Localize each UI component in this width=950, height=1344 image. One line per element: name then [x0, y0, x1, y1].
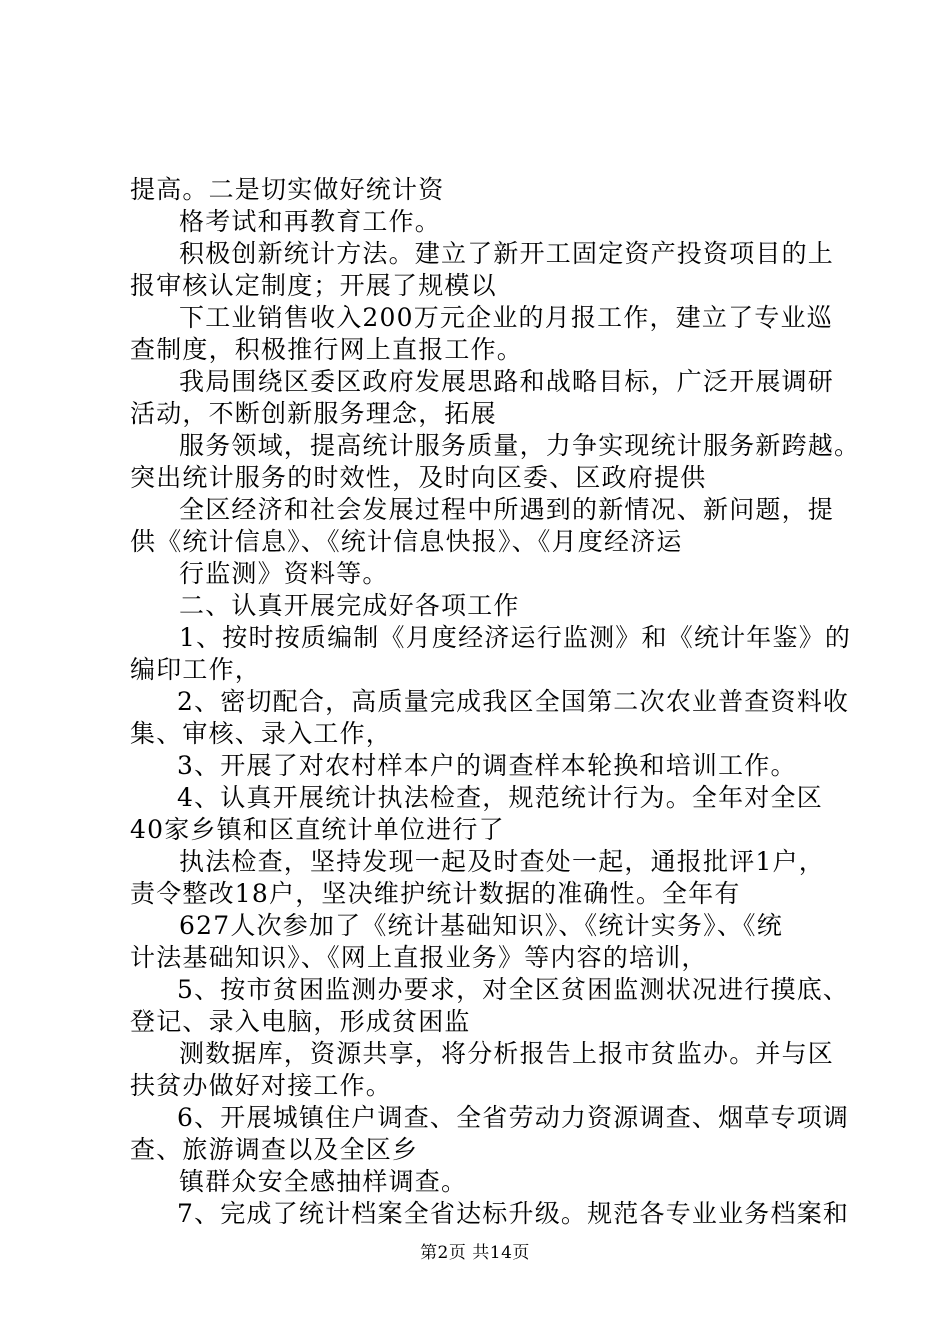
- text-line: 编印工作，: [130, 655, 262, 684]
- text-line: 测数据库，资源共享，将分析报告上报市贫监办。并与区: [179, 1039, 835, 1068]
- text-line: 报审核认定制度；开展了规模以: [130, 271, 497, 300]
- section-heading: 二、认真开展完成好各项工作: [179, 591, 520, 620]
- text-line: 责令整改18户，坚决维护统计数据的准确性。全年有: [130, 879, 741, 908]
- text-line: 供《统计信息》、《统计信息快报》、《月度经济运: [130, 527, 683, 556]
- text-line: 突出统计服务的时效性，及时向区委、区政府提供: [130, 463, 707, 492]
- text-line: 1、按时按质编制《月度经济运行监测》和《统计年鉴》的: [179, 623, 852, 652]
- text-line: 5、按市贫困监测办要求，对全区贫困监测状况进行摸底、: [177, 975, 850, 1004]
- text-line: 扶贫办做好对接工作。: [130, 1071, 393, 1100]
- text-line: 3、开展了对农村样本户的调查样本轮换和培训工作。: [177, 751, 797, 780]
- text-line: 2、密切配合，高质量完成我区全国第二次农业普查资料收: [177, 687, 850, 716]
- text-line: 全区经济和社会发展过程中所遇到的新情况、新问题，提: [179, 495, 835, 524]
- text-line: 4、认真开展统计执法检查，规范统计行为。全年对全区: [177, 783, 823, 812]
- text-line: 计法基础知识》、《网上直报业务》等内容的培训，: [130, 943, 708, 972]
- text-line: 下工业销售收入200万元企业的月报工作，建立了专业巡: [179, 303, 833, 332]
- text-line: 镇群众安全感抽样调查。: [179, 1167, 468, 1196]
- text-line: 7、完成了统计档案全省达标升级。规范各专业业务档案和: [177, 1199, 850, 1228]
- text-line: 6、开展城镇住户调查、全省劳动力资源调查、烟草专项调: [177, 1103, 850, 1132]
- text-line: 40家乡镇和区直统计单位进行了: [130, 815, 505, 844]
- text-line: 执法检查，坚持发现一起及时查处一起，通报批评1户，: [179, 847, 825, 876]
- text-line: 查、旅游调查以及全区乡: [130, 1135, 419, 1164]
- text-line: 格考试和再教育工作。: [179, 207, 442, 236]
- text-line: 我局围绕区委区政府发展思路和战略目标，广泛开展调研: [179, 367, 835, 396]
- text-line: 查制度，积极推行网上直报工作。: [130, 335, 524, 364]
- text-line: 627人次参加了《统计基础知识》、《统计实务》、《统: [179, 911, 783, 940]
- text-line: 积极创新统计方法。建立了新开工固定资产投资项目的上: [179, 239, 835, 268]
- text-line: 活动，不断创新服务理念，拓展: [130, 399, 497, 428]
- text-line: 提高。二是切实做好统计资: [130, 175, 445, 204]
- text-line: 登记、录入电脑，形成贫困监: [130, 1007, 471, 1036]
- text-line: 集、审核、录入工作，: [130, 719, 393, 748]
- text-line: 行监测》资料等。: [179, 559, 389, 588]
- page-number-footer: 第2页 共14页: [420, 1243, 530, 1263]
- text-line: 服务领域，提高统计服务质量，力争实现统计服务新跨越。: [179, 431, 861, 460]
